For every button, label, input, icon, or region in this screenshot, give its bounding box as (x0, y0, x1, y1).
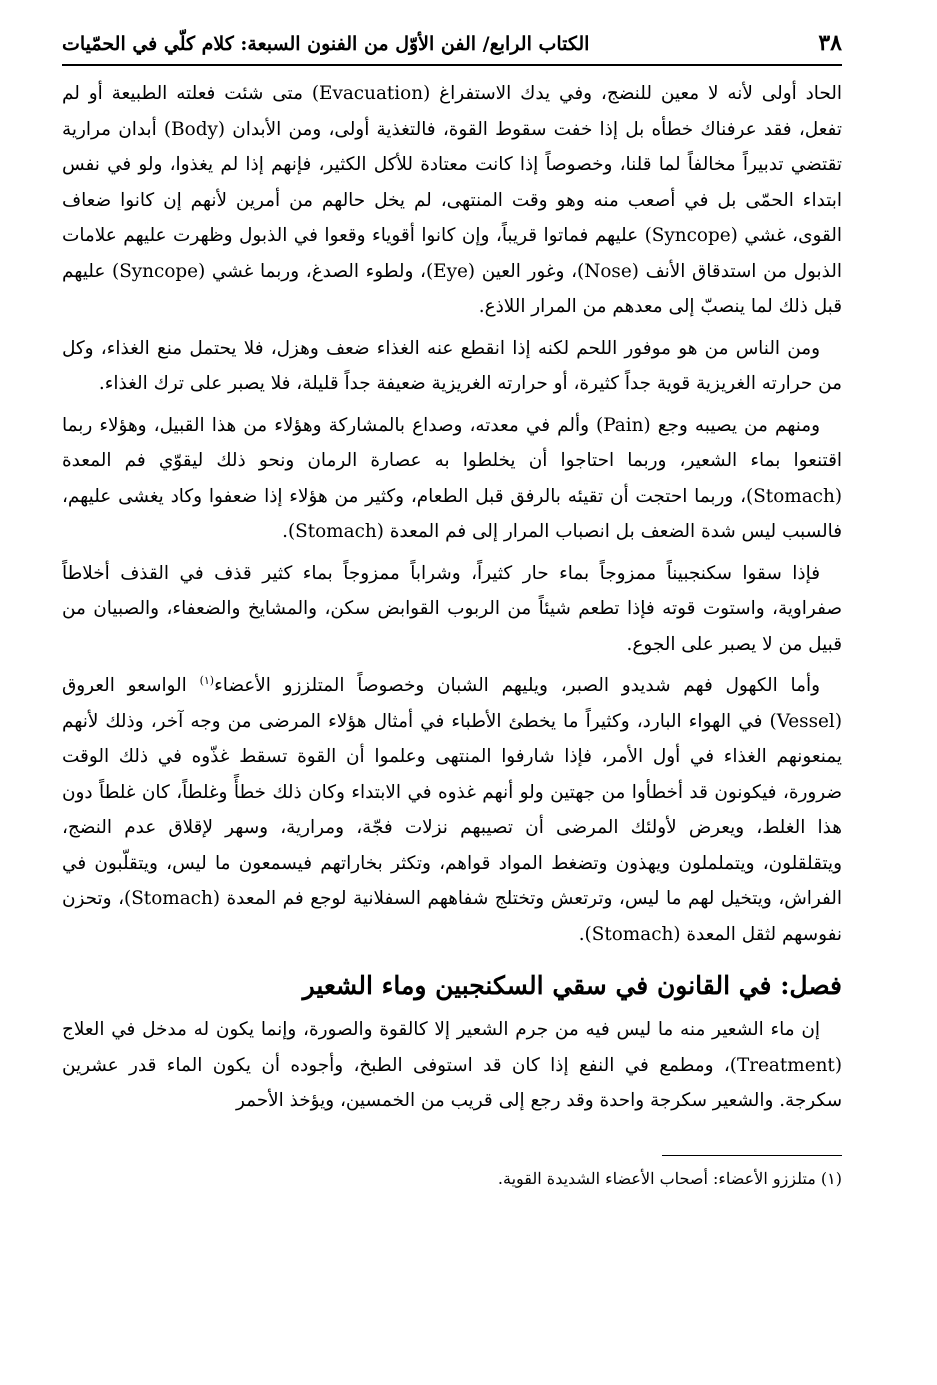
body-paragraph: ومن الناس من هو موفور اللحم لكنه إذا انقطع عنه الغذاء ضعف وهزل، فلا يحتمل منع الغذاء، وكل من حرارته الغريزية قوية جداً كثيرة، أو حرارته الغريزية ضعيفة جداً قليلة، فلا يصبر على ترك الغذاء. (62, 337, 842, 394)
footnote: (١) متلززو الأعضاء: أصحاب الأعضاء الشديدة القوية. (497, 1168, 842, 1188)
book-page (62, 24, 842, 1192)
section-heading: فصل: في القانون في سقي السكنجبين وماء الشعير (302, 971, 842, 1000)
footnote-rule (662, 1155, 842, 1156)
page-header (62, 24, 842, 62)
footnote-reference: (١) (199, 673, 215, 687)
running-title: الكتاب الرابع/ الفن الأوّل من الفنون السبعة: كلام كلّي في الحمّيات (62, 33, 590, 55)
page-number: ٣٨ (818, 30, 842, 56)
paragraph-text: الواسعو العروق (Vessel) في الهواء البارد، وكثيراً ما يخطئ الأطباء في أمثال هؤلاء المرضى من وجه آخر، وذلك لأنهم يمنعونهم الغذاء في أول الأمر، فإذا شارفوا المنتهى وعلموا أن القوة تسقط غذّوه في ذلك الوقت ضرورة، فيكونون قد أخطأوا من جهتين ولو أنهم غذوه في الابتداء وكان ذلك خطأً وغلطاً، كان غلطاً دون هذا الغلط، ويعرض لأولئك المرضى أن تصيبهم نزلات فجّة، ومرارية، وسهر لإقلاق عدم النضج، ويتقلقلون، ويتململون ويهذون وتضغط المواد قواهم، وتكثر بخاراتهم فيسمعون ما ليس، ويتقلّبون في الفراش، ويتخيل لهم ما ليس، وترتعش وتختلج شفاههم السفلانية لوجع فم المعدة (Stomach)، وتحزن نفوسهم لثقل المعدة (Stomach). (62, 675, 842, 945)
body-paragraph: الحاد أولى لأنه لا معين للنضج، وفي يدك الاستفراغ (Evacuation) متى شئت فعلته الطبيعة أو لم تفعل، فقد عرفناك خطأه بل إذا خفت سقوط القوة، فالتغذية أولى، ومن الأبدان (Body) أبدان مرارية تقتضي تدبيراً مخالفاً لما قلنا، وخصوصاً إذا كانت معتادة للأكل الكثير، فإنهم إذا لم يغذوا، ولو في نفس ابتداء الحمّى بل في أصعب منه وهو وقت المنتهى، لم يخل حالهم من أمرين لأنهم إن كانوا ضعاف القوى، غشي (Syncope) عليهم فماتوا قريباً، وإن كانوا أقوياء وقعوا في الذبول وظهرت عليهم علامات الذبول من استدقاق الأنف (Nose)، وغور العين (Eye)، ولطوء الصدغ، وربما غشي (Syncope) عليهم قبل ذلك لما ينصبّ إلى معدهم من المرار اللاذع. (62, 83, 842, 317)
header-rule (62, 64, 842, 66)
body-paragraph (62, 668, 842, 952)
body-paragraph: فإذا سقوا سكنجبيناً ممزوجاً بماء حار كثيراً، وشراباً ممزوجاً بماء كثير قذف في القذف أخلاطاً صفراوية، واستوت قوته فإذا تطعم شيئاً من الربوب القوابض سكن، والمشايخ والضعفاء، والصبيان من قبيل من لا يصبر على الجوع. (62, 562, 842, 655)
body-paragraph: ومنهم من يصيبه وجع (Pain) وألم في معدته، وصداع بالمشاركة وهؤلاء من هذا القبيل، وهؤلاء ربما اقتنعوا بماء الشعير، وربما احتاجوا أن يخلطوا به عصارة الرمان ونحو ذلك ليقوّي فم المعدة (Stomach)، وربما احتجت أن تقيئه بالرفق قبل الطعام، وكثير من هؤلاء إذا ضعفوا وكاد يغشى عليهم، فالسبب ليس شدة الضعف بل انصباب المرار إلى فم المعدة (Stomach). (62, 414, 842, 542)
paragraph-text: وأما الكهول فهم شديدو الصبر، ويليهم الشبان وخصوصاً المتلززو الأعضاء (214, 675, 820, 696)
section-paragraph: إن ماء الشعير منه ما ليس فيه من جرم الشعير إلا كالقوة والصورة، وإنما يكون له مدخل في العلاج (Treatment)، ومطمع في النفع إذا كان قد استوفى الطبخ، وأجوده أن يكون الماء قدر عشرين سكرجة. والشعير سكرجة واحدة وقد رجع إلى قريب من الخمسين، ويؤخذ الأحمر (62, 1019, 842, 1111)
